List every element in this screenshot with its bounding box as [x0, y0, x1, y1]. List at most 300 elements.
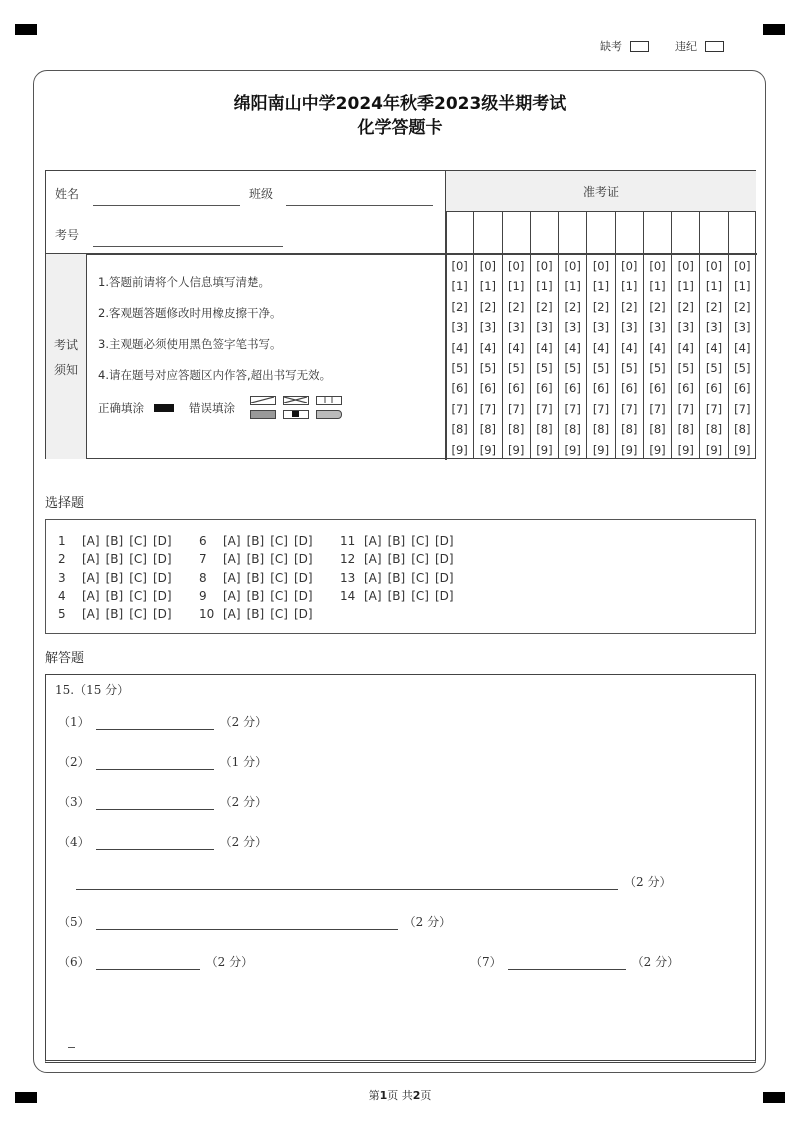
admission-digit-bubbles [474, 254, 501, 460]
option-bubble[interactable]: [D] [293, 552, 313, 567]
mc-question-row [58, 605, 178, 623]
part-label: （3） [58, 795, 90, 809]
notes-side-label [46, 254, 87, 459]
part-score: （2 分） [219, 795, 268, 809]
admission-digit-bubbles [729, 254, 756, 460]
student-info-table [45, 170, 756, 459]
option-bubble[interactable]: [A] [82, 607, 100, 622]
option-bubble[interactable]: [C] [129, 552, 147, 567]
wrong-fill-slash-icon [250, 396, 276, 405]
name-field[interactable] [93, 205, 240, 206]
admission-ticket-column [530, 212, 558, 459]
digit-bubble[interactable]: [8] [734, 422, 751, 437]
digit-bubble[interactable]: [9] [592, 442, 610, 457]
digit-bubble[interactable]: [4] [536, 340, 553, 355]
admission-ticket-column [473, 212, 501, 459]
digit-bubble[interactable]: [2] [508, 299, 525, 314]
digit-bubble[interactable]: [7] [451, 401, 468, 416]
admission-digit-write-box[interactable] [644, 212, 671, 254]
option-bubble[interactable]: [A] [82, 534, 100, 548]
digit-bubble[interactable]: [5] [621, 360, 638, 375]
digit-bubble[interactable]: [2] [649, 299, 666, 314]
digit-bubble[interactable]: [2] [677, 299, 694, 314]
option-bubble[interactable]: [A] [223, 607, 241, 622]
digit-bubble[interactable]: [2] [621, 299, 638, 314]
title-line-1: 绵阳南山中学2024年秋季2023级半期考试 [233, 94, 567, 114]
digit-bubble[interactable]: [9] [677, 442, 694, 457]
option-bubble[interactable]: [B] [246, 588, 265, 603]
option-bubble[interactable]: [C] [411, 534, 429, 548]
answer-blank[interactable] [96, 716, 214, 730]
wrong-fill-light-icon [250, 410, 276, 419]
digit-bubble[interactable]: [8] [592, 422, 610, 437]
answer-blank[interactable] [76, 876, 618, 890]
mc-question-row [340, 532, 460, 550]
question-number: 7 [199, 552, 207, 567]
option-bubble[interactable]: [B] [105, 588, 124, 603]
mc-question-row [199, 605, 319, 623]
digit-bubble[interactable]: [5] [734, 360, 751, 375]
digit-bubble[interactable]: [5] [508, 360, 525, 375]
note-item: 1.答题前请将个人信息填写清楚。 [98, 275, 270, 289]
multiple-choice-box [45, 519, 756, 634]
part-4 [58, 833, 267, 850]
digit-bubble[interactable]: [3] [451, 320, 468, 335]
digit-bubble[interactable]: [6] [677, 381, 694, 396]
option-bubble[interactable]: [C] [270, 607, 288, 622]
class-label: 班级 [249, 187, 274, 201]
digit-bubble[interactable]: [4] [479, 340, 497, 355]
digit-bubble[interactable]: [5] [451, 360, 468, 375]
admission-ticket-grid [446, 212, 756, 459]
option-bubble[interactable]: [A] [82, 588, 100, 603]
question-number: 3 [58, 570, 66, 585]
digit-bubble[interactable]: [3] [621, 320, 638, 335]
part-label: （2） [58, 755, 90, 769]
digit-bubble[interactable]: [9] [564, 442, 581, 457]
option-bubble[interactable]: [C] [411, 570, 429, 585]
digit-bubble[interactable]: [1] [649, 279, 666, 294]
violation-checkbox[interactable] [705, 41, 724, 52]
option-bubble[interactable]: [C] [270, 534, 288, 548]
page-current: 1 [379, 1089, 388, 1102]
admission-digit-write-box[interactable] [616, 212, 643, 254]
essay-section-label: 解答题 [45, 651, 85, 666]
part-score: （2 分） [219, 835, 268, 849]
absent-checkbox[interactable] [630, 41, 649, 52]
part-label: （6） [58, 955, 90, 969]
part-5 [58, 913, 451, 930]
admission-digit-bubbles [644, 254, 671, 460]
mc-question-row [58, 587, 178, 605]
digit-bubble[interactable]: [1] [592, 279, 610, 294]
part-2 [58, 753, 267, 770]
digit-bubble[interactable]: [4] [705, 340, 723, 355]
digit-bubble[interactable]: [1] [479, 279, 497, 294]
admission-digit-bubbles [503, 254, 530, 460]
digit-bubble[interactable]: [0] [621, 259, 638, 273]
option-bubble[interactable]: [B] [387, 588, 406, 603]
mc-column [199, 532, 319, 623]
digit-bubble[interactable]: [4] [677, 340, 694, 355]
digit-bubble[interactable]: [7] [677, 401, 694, 416]
option-bubble[interactable]: [D] [293, 534, 313, 548]
digit-bubble[interactable]: [9] [479, 442, 497, 457]
digit-bubble[interactable]: [4] [508, 340, 525, 355]
option-bubble[interactable]: [D] [434, 588, 454, 603]
part-3 [58, 793, 267, 810]
digit-bubble[interactable]: [9] [621, 442, 638, 457]
mc-question-row [199, 550, 319, 568]
part-4-continued [76, 873, 671, 890]
absent-label: 缺考 [600, 40, 622, 53]
digit-bubble[interactable]: [7] [592, 401, 610, 416]
admission-ticket-column [643, 212, 671, 459]
option-bubble[interactable]: [D] [434, 552, 454, 567]
option-bubble[interactable]: [C] [129, 588, 147, 603]
question-15-header: 15.（15 分） [55, 683, 130, 697]
digit-bubble[interactable]: [5] [705, 360, 723, 375]
digit-bubble[interactable]: [1] [621, 279, 638, 294]
correct-fill-label: 正确填涂 [98, 400, 144, 415]
digit-bubble[interactable]: [6] [564, 381, 581, 396]
admission-digit-bubbles [587, 254, 614, 460]
admission-digit-write-box[interactable] [559, 212, 586, 254]
option-bubble[interactable]: [B] [387, 534, 406, 548]
option-bubble[interactable]: [C] [129, 570, 147, 585]
status-boxes [600, 38, 750, 54]
question-number: 14 [340, 588, 356, 603]
admission-ticket-column [502, 212, 530, 459]
option-bubble[interactable]: [A] [223, 534, 241, 548]
option-bubble[interactable]: [A] [364, 552, 382, 567]
option-bubble[interactable]: [B] [387, 570, 406, 585]
exam-notes [98, 274, 331, 398]
admission-ticket-column [671, 212, 699, 459]
question-number: 2 [58, 552, 66, 567]
digit-bubble[interactable]: [7] [536, 401, 553, 416]
page-mid: 页 共 [387, 1089, 413, 1102]
digit-bubble[interactable]: [7] [649, 401, 666, 416]
digit-bubble[interactable]: [2] [451, 299, 468, 314]
mc-column [340, 532, 460, 605]
option-bubble[interactable]: [C] [411, 552, 429, 567]
admission-digit-write-box[interactable] [672, 212, 699, 254]
option-bubble[interactable]: [B] [246, 570, 265, 585]
digit-bubble[interactable]: [3] [705, 320, 723, 335]
digit-bubble[interactable]: [2] [592, 299, 610, 314]
option-bubble[interactable]: [A] [223, 588, 241, 603]
question-number: 6 [199, 534, 207, 548]
option-bubble[interactable]: [A] [223, 570, 241, 585]
digit-bubble[interactable]: [0] [592, 259, 610, 273]
digit-bubble[interactable]: [0] [734, 259, 751, 273]
exam-no-field[interactable] [93, 246, 283, 247]
wrong-fill-cross-icon [283, 396, 309, 405]
fill-examples [98, 396, 342, 419]
part-score: （2 分） [631, 955, 680, 969]
digit-bubble[interactable]: [6] [649, 381, 666, 396]
part-score: （2 分） [219, 715, 268, 729]
question-number: 9 [199, 588, 207, 603]
admission-ticket-column [615, 212, 643, 459]
answer-blank[interactable] [508, 956, 626, 970]
digit-bubble[interactable]: [4] [592, 340, 610, 355]
option-bubble[interactable]: [C] [270, 588, 288, 603]
correct-fill-icon [154, 404, 174, 412]
title-line-2: 化学答题卡 [357, 118, 443, 138]
digit-bubble[interactable]: [6] [734, 381, 751, 396]
digit-bubble[interactable]: [0] [677, 259, 694, 273]
digit-bubble[interactable]: [5] [479, 360, 497, 375]
part-score: （2 分） [624, 875, 672, 889]
option-bubble[interactable]: [A] [82, 570, 100, 585]
page-prefix: 第 [368, 1089, 380, 1102]
admission-ticket-column [446, 212, 473, 459]
answer-blank[interactable] [96, 796, 214, 810]
registration-mark-top-left [15, 24, 37, 35]
multiple-choice-section-label: 选择题 [45, 496, 85, 511]
admission-digit-write-box[interactable] [531, 212, 558, 254]
digit-bubble[interactable]: [8] [621, 422, 638, 437]
option-bubble[interactable]: [B] [387, 552, 406, 567]
admission-digit-write-box[interactable] [729, 212, 756, 254]
digit-bubble[interactable]: [9] [451, 442, 468, 457]
option-bubble[interactable]: [A] [82, 552, 100, 567]
admission-digit-write-box[interactable] [446, 212, 473, 254]
digit-bubble[interactable]: [8] [649, 422, 666, 437]
absent-item [600, 38, 649, 54]
option-bubble[interactable]: [B] [246, 534, 265, 548]
mc-question-row [58, 532, 178, 550]
page-suffix: 页 [420, 1089, 432, 1102]
class-field[interactable] [286, 205, 433, 206]
mc-question-row [58, 569, 178, 587]
question-number: 12 [340, 552, 356, 567]
option-bubble[interactable]: [A] [364, 588, 382, 603]
option-bubble[interactable]: [D] [152, 552, 172, 567]
page-title [0, 92, 800, 140]
option-bubble[interactable]: [D] [434, 570, 454, 585]
option-bubble[interactable]: [C] [270, 552, 288, 567]
question-number: 11 [340, 534, 356, 548]
digit-bubble[interactable]: [1] [705, 279, 723, 294]
digit-bubble[interactable]: [5] [592, 360, 610, 375]
digit-bubble[interactable]: [4] [649, 340, 666, 355]
option-bubble[interactable]: [B] [246, 552, 265, 567]
digit-bubble[interactable]: [7] [621, 401, 638, 416]
digit-bubble[interactable]: [6] [508, 381, 525, 396]
digit-bubble[interactable]: [8] [479, 422, 497, 437]
option-bubble[interactable]: [A] [223, 552, 241, 567]
part-6 [58, 953, 253, 970]
digit-bubble[interactable]: [6] [479, 381, 497, 396]
part-score: （2 分） [205, 955, 254, 969]
digit-bubble[interactable]: [4] [451, 340, 468, 355]
digit-bubble[interactable]: [1] [734, 279, 751, 294]
admission-digit-write-box[interactable] [474, 212, 501, 254]
violation-label: 违纪 [675, 40, 697, 53]
note-item: 2.客观题答题修改时用橡皮擦干净。 [98, 306, 282, 320]
option-bubble[interactable]: [D] [152, 570, 172, 585]
digit-bubble[interactable]: [8] [705, 422, 723, 437]
digit-bubble[interactable]: [2] [479, 299, 497, 314]
digit-bubble[interactable]: [8] [677, 422, 694, 437]
digit-bubble[interactable]: [2] [564, 299, 581, 314]
part-label: （7） [470, 955, 502, 969]
answer-blank[interactable] [96, 836, 214, 850]
admission-ticket-label: 准考证 [582, 184, 619, 199]
digit-bubble[interactable]: [1] [451, 279, 468, 294]
digit-bubble[interactable]: [3] [536, 320, 553, 335]
digit-bubble[interactable]: [6] [536, 381, 553, 396]
admission-digit-bubbles [531, 254, 558, 460]
option-bubble[interactable]: [D] [152, 534, 172, 548]
note-item: 4.请在题号对应答题区内作答,超出书写无效。 [98, 368, 332, 382]
digit-bubble[interactable]: [9] [734, 442, 751, 457]
digit-bubble[interactable]: [4] [564, 340, 581, 355]
digit-bubble[interactable]: [6] [705, 381, 723, 396]
digit-bubble[interactable]: [5] [536, 360, 553, 375]
digit-bubble[interactable]: [2] [536, 299, 553, 314]
digit-bubble[interactable]: [3] [734, 320, 751, 335]
part-label: （5） [58, 915, 90, 929]
digit-bubble[interactable]: [8] [564, 422, 581, 437]
part-label: （4） [58, 835, 90, 849]
mc-question-row [199, 532, 319, 550]
digit-bubble[interactable]: [3] [649, 320, 666, 335]
part-label: （1） [58, 715, 90, 729]
digit-bubble[interactable]: [9] [536, 442, 553, 457]
admission-ticket-column [586, 212, 614, 459]
digit-bubble[interactable]: [3] [677, 320, 694, 335]
digit-bubble[interactable]: [3] [564, 320, 581, 335]
question-number: 1 [58, 534, 66, 548]
option-bubble[interactable]: [C] [129, 607, 147, 622]
digit-bubble[interactable]: [7] [705, 401, 723, 416]
digit-bubble[interactable]: [7] [508, 401, 525, 416]
digit-bubble[interactable]: [5] [677, 360, 694, 375]
essay-answer-area [45, 674, 756, 1063]
question-number: 4 [58, 588, 66, 603]
digit-bubble[interactable]: [1] [677, 279, 694, 294]
digit-bubble[interactable]: [1] [508, 279, 525, 294]
admission-digit-bubbles [616, 254, 643, 460]
digit-bubble[interactable]: [6] [621, 381, 638, 396]
digit-bubble[interactable]: [6] [592, 381, 610, 396]
option-bubble[interactable]: [B] [105, 552, 124, 567]
wrong-fill-label: 错误填涂 [189, 400, 235, 415]
digit-bubble[interactable]: [1] [564, 279, 581, 294]
option-bubble[interactable]: [B] [105, 607, 124, 622]
digit-bubble[interactable]: [5] [564, 360, 581, 375]
digit-bubble[interactable]: [7] [564, 401, 581, 416]
digit-bubble[interactable]: [0] [564, 259, 581, 273]
option-bubble[interactable]: [B] [105, 570, 124, 585]
option-bubble[interactable]: [D] [434, 534, 454, 548]
digit-bubble[interactable]: [7] [479, 401, 497, 416]
digit-bubble[interactable]: [0] [508, 259, 525, 273]
admission-digit-write-box[interactable] [503, 212, 530, 254]
admission-digit-bubbles [446, 254, 473, 460]
admission-ticket-column [558, 212, 586, 459]
notes-side-label-1: 考试 [54, 338, 79, 352]
wrong-fill-pencil-icon [316, 410, 342, 419]
digit-bubble[interactable]: [5] [649, 360, 666, 375]
option-bubble[interactable]: [C] [411, 588, 429, 603]
admission-digit-bubbles [700, 254, 727, 460]
digit-bubble[interactable]: [8] [508, 422, 525, 437]
note-item: 3.主观题必须使用黑色签字笔书写。 [98, 337, 282, 351]
digit-bubble[interactable]: [3] [508, 320, 525, 335]
digit-bubble[interactable]: [0] [705, 259, 723, 273]
answer-blank[interactable] [96, 756, 214, 770]
exam-no-label: 考号 [55, 228, 80, 242]
option-bubble[interactable]: [B] [105, 534, 124, 548]
admission-digit-write-box[interactable] [700, 212, 727, 254]
digit-bubble[interactable]: [4] [621, 340, 638, 355]
digit-bubble[interactable]: [3] [479, 320, 497, 335]
digit-bubble[interactable]: [2] [734, 299, 751, 314]
stray-mark [68, 1047, 75, 1048]
digit-bubble[interactable]: [3] [592, 320, 610, 335]
mc-question-row [199, 569, 319, 587]
digit-bubble[interactable]: [0] [649, 259, 666, 273]
answer-blank[interactable] [96, 956, 200, 970]
part-1 [58, 713, 267, 730]
option-bubble[interactable]: [D] [152, 588, 172, 603]
option-bubble[interactable]: [A] [364, 570, 382, 585]
admission-ticket-header [446, 171, 756, 212]
option-bubble[interactable]: [A] [364, 534, 382, 548]
answer-blank[interactable] [96, 916, 398, 930]
mc-column [58, 532, 178, 623]
admission-digit-write-box[interactable] [587, 212, 614, 254]
digit-bubble[interactable]: [0] [451, 259, 468, 273]
mc-question-row [340, 569, 460, 587]
digit-bubble[interactable]: [2] [705, 299, 723, 314]
page-total: 2 [412, 1089, 421, 1102]
digit-bubble[interactable]: [8] [451, 422, 468, 437]
digit-bubble[interactable]: [6] [451, 381, 468, 396]
digit-bubble[interactable]: [9] [705, 442, 723, 457]
digit-bubble[interactable]: [4] [734, 340, 751, 355]
violation-item [675, 38, 724, 54]
admission-digit-bubbles [672, 254, 699, 460]
digit-bubble[interactable]: [9] [649, 442, 666, 457]
question-number: 5 [58, 607, 66, 622]
option-bubble[interactable]: [D] [293, 607, 313, 622]
digit-bubble[interactable]: [0] [479, 259, 497, 273]
option-bubble[interactable]: [C] [270, 570, 288, 585]
digit-bubble[interactable]: [9] [508, 442, 525, 457]
option-bubble[interactable]: [D] [293, 570, 313, 585]
digit-bubble[interactable]: [7] [734, 401, 751, 416]
option-bubble[interactable]: [C] [129, 534, 147, 548]
question-number: 8 [199, 570, 207, 585]
option-bubble[interactable]: [D] [152, 607, 172, 622]
digit-bubble[interactable]: [0] [536, 259, 553, 273]
wrong-fill-partial-icon [283, 410, 309, 419]
mc-question-row [340, 550, 460, 568]
digit-bubble[interactable]: [8] [536, 422, 553, 437]
notes-side-label-2: 须知 [54, 363, 79, 377]
digit-bubble[interactable]: [1] [536, 279, 553, 294]
page-indicator [0, 1087, 800, 1103]
option-bubble[interactable]: [B] [246, 607, 265, 622]
admission-digit-bubbles [559, 254, 586, 460]
option-bubble[interactable]: [D] [293, 588, 313, 603]
